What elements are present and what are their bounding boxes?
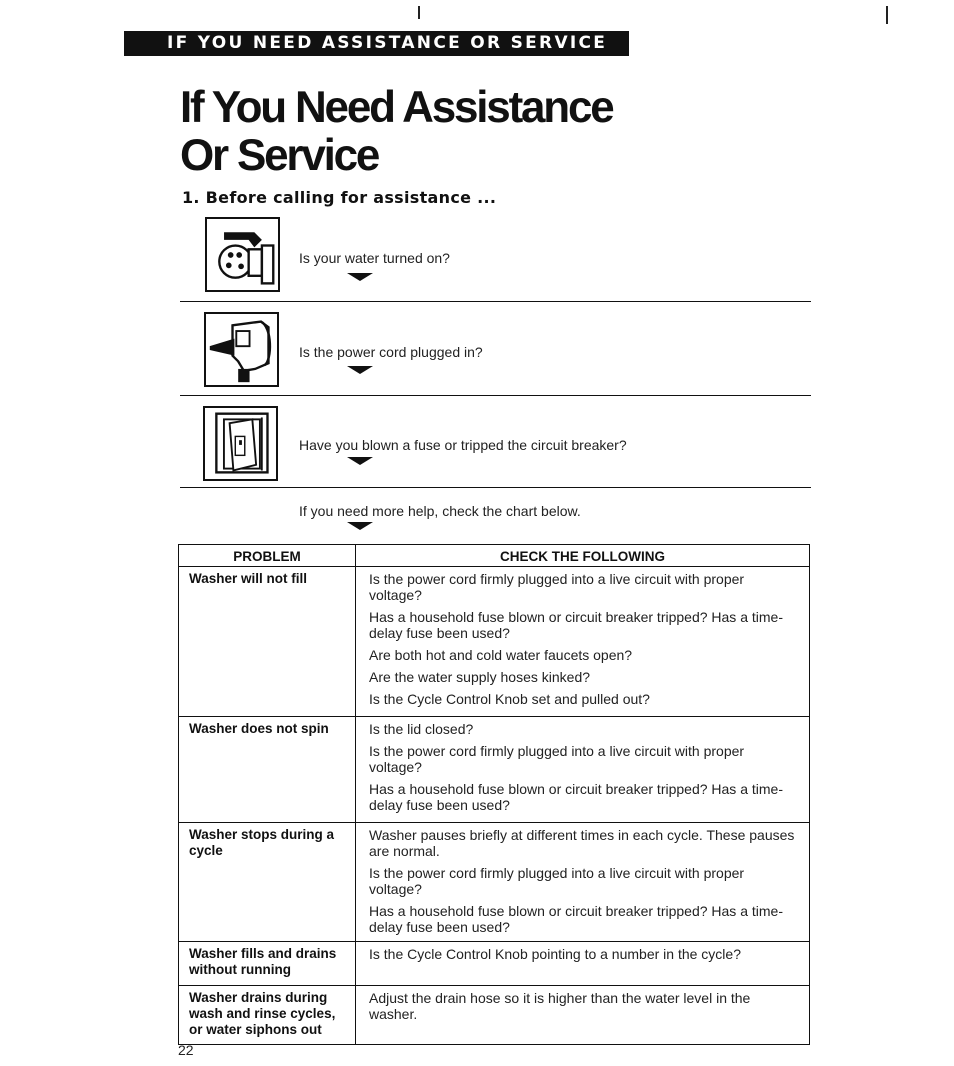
page-title-line-1: If You Need Assistance — [180, 82, 613, 133]
down-arrow-icon — [347, 522, 373, 530]
checklist-question: Is the power cord plugged in? — [299, 344, 483, 360]
divider — [180, 301, 811, 302]
scan-mark — [886, 6, 888, 24]
checklist-question: Have you blown a fuse or tripped the circuit breaker? — [299, 437, 627, 453]
check-item: Is the power cord firmly plugged into a live circuit with proper voltage? — [369, 571, 745, 603]
check-item: Has a household fuse blown or circuit breaker tripped? Has a time-delay fuse been used? — [369, 609, 783, 641]
troubleshooting-table — [178, 544, 810, 1045]
column-header-checks: CHECK THE FOLLOWING — [356, 545, 810, 567]
table-row — [179, 986, 810, 1045]
table-row — [179, 717, 810, 823]
help-text: If you need more help, check the chart below. — [299, 503, 581, 519]
water-faucet-icon — [205, 217, 280, 292]
problem-cell: Washer will not fill — [179, 567, 356, 717]
check-item: Has a household fuse blown or circuit breaker tripped? Has a time-delay fuse been used? — [369, 781, 783, 813]
scan-mark — [418, 6, 420, 19]
page-number: 22 — [178, 1042, 194, 1058]
section-banner: IF YOU NEED ASSISTANCE OR SERVICE — [124, 31, 629, 56]
checks-cell — [356, 567, 810, 717]
power-plug-icon — [204, 312, 279, 387]
check-item: Is the Cycle Control Knob set and pulled out? — [369, 691, 650, 707]
section-heading: 1. Before calling for assistance ... — [182, 188, 497, 207]
problem-cell: Washer drains during wash and rinse cycles, or water siphons out — [179, 986, 356, 1045]
check-item: Is the power cord firmly plugged into a live circuit with proper voltage? — [369, 743, 745, 775]
check-item: Has a household fuse blown or circuit breaker tripped? Has a time-delay fuse been used? — [369, 903, 783, 935]
down-arrow-icon — [347, 273, 373, 281]
divider — [180, 395, 811, 396]
check-item: Are both hot and cold water faucets open? — [369, 647, 633, 663]
fuse-box-icon — [203, 406, 278, 481]
checks-cell — [356, 986, 810, 1045]
table-header-row — [179, 545, 810, 567]
table-row — [179, 823, 810, 942]
checks-cell — [356, 942, 810, 986]
down-arrow-icon — [347, 366, 373, 374]
check-item: Washer pauses briefly at different times in each cycle. These pauses are normal. — [369, 827, 795, 859]
table-row — [179, 942, 810, 986]
page-title — [180, 83, 613, 179]
checks-cell — [356, 823, 810, 942]
divider — [180, 487, 811, 488]
checks-cell — [356, 717, 810, 823]
check-item: Is the Cycle Control Knob pointing to a number in the cycle? — [369, 946, 741, 962]
problem-cell: Washer fills and drains without running — [179, 942, 356, 986]
table-row — [179, 567, 810, 717]
problem-cell: Washer stops during a cycle — [179, 823, 356, 942]
page-title-line-2: Or Service — [180, 129, 379, 180]
check-item: Are the water supply hoses kinked? — [369, 669, 591, 685]
check-item: Is the lid closed? — [369, 721, 474, 737]
down-arrow-icon — [347, 457, 373, 465]
column-header-problem: PROBLEM — [179, 545, 356, 567]
check-item: Adjust the drain hose so it is higher than the water level in the washer. — [369, 990, 751, 1022]
checklist-question: Is your water turned on? — [299, 250, 450, 266]
problem-cell: Washer does not spin — [179, 717, 356, 823]
check-item: Is the power cord firmly plugged into a live circuit with proper voltage? — [369, 865, 745, 897]
